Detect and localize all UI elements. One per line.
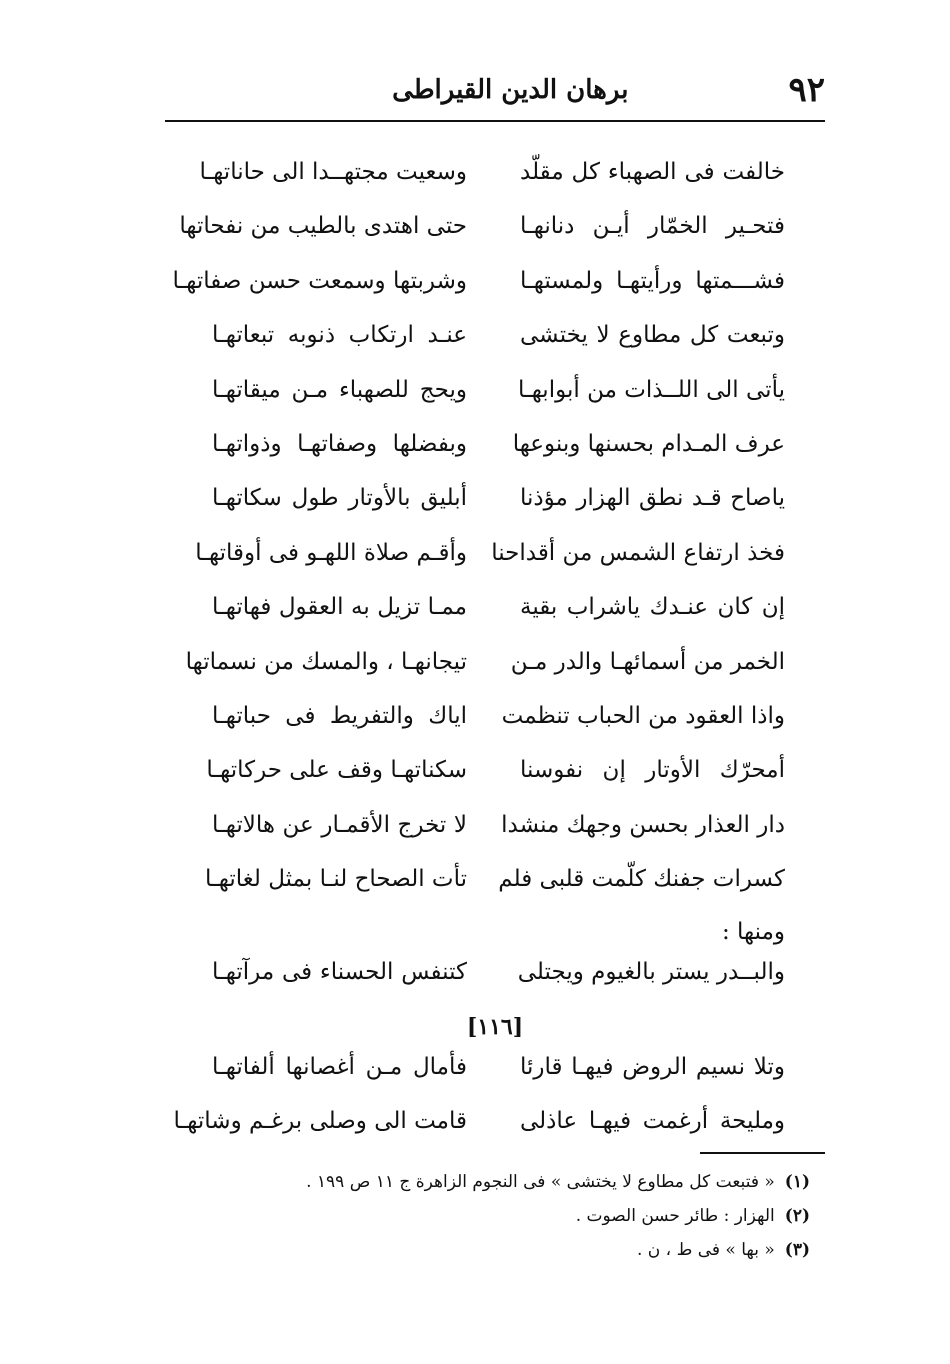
verse-row: [200, 308, 785, 362]
verse-second-hemistich: اياك والتفريط فى حباتهـا: [212, 702, 467, 729]
verse-second-hemistich: وبفضلها وصفاتهـا وذواتهـا: [212, 430, 467, 457]
intro-label: ومنها :: [721, 919, 785, 945]
verse-first-hemistich: والبــدر يستر بالغيوم ويجتلى: [517, 959, 785, 985]
verse-row: [200, 798, 785, 852]
verse-row: [172, 254, 785, 308]
footnote-mark: (٢): [784, 1206, 810, 1226]
verse-row: [200, 471, 785, 525]
footnotes: [270, 1165, 810, 1267]
footnote: [270, 1199, 810, 1233]
verse-second-hemistich: قامت الى وصلى برغـم وشاتهـا: [173, 1108, 467, 1135]
verse-second-hemistich: حتى اهتدى بالطيب من نفحاتها: [179, 213, 467, 240]
footnote-mark: (١): [784, 1172, 810, 1192]
verse-first-hemistich: وتبعت كل مطاوع لا يختشى: [520, 322, 785, 349]
footnote-rule: [700, 1152, 825, 1154]
verse-row: [185, 635, 785, 689]
verse-first-hemistich: فخذ ارتفاع الشمس من أقداحنا: [491, 539, 785, 566]
manuscript-page-ref: [١١٦]: [466, 1014, 524, 1040]
verse-first-hemistich: فتحـير الخمّار أيـن دنانهـا: [520, 213, 785, 240]
verse-first-hemistich: ومليحة أرغمت فيهـا عاذلى: [520, 1108, 785, 1135]
verse-second-hemistich: عنـد ارتكاب ذنوبه تبعاتهـا: [212, 322, 467, 349]
verse-first-hemistich: وتلا نسيم الروض فيهـا قارئا: [520, 1054, 785, 1080]
verse-first-hemistich: يأتى الى اللــذات من أبوابهـا: [517, 376, 785, 403]
verse-row: [200, 689, 785, 743]
verse-first-hemistich: أمحرّك الأوتار إن نفوسنا: [520, 757, 785, 784]
running-title: برهان الدين القيراطى: [392, 75, 629, 105]
verse-row: [179, 199, 785, 253]
verse-second-hemistich: ممـا تزيل به العقول فهاتهـا: [212, 594, 467, 621]
footnote: [270, 1233, 810, 1267]
verse-first-hemistich: واذا العقود من الحباب تنظمت: [501, 702, 785, 729]
poem-verses-final: [173, 1040, 785, 1149]
verse-second-hemistich: وأقـم صلاة اللهـو فى أوقاتهـا: [195, 539, 467, 566]
verse-second-hemistich: تأت الصحاح لنـا بمثل لغاتهـا: [205, 866, 467, 893]
verse-first-hemistich: كسرات جفنك كلّمت قلبى فلم: [498, 866, 785, 893]
footnote-text: الهزار : طائر حسن الصوت .: [575, 1206, 775, 1226]
page-header: [165, 62, 825, 118]
poem-verses-continued: [200, 945, 785, 999]
verse-row: [200, 580, 785, 634]
verse-first-hemistich: ياصاح قـد نطق الهزار مؤذنا: [520, 485, 785, 512]
page-number: ٩٢: [788, 70, 825, 110]
verse-row: [200, 145, 785, 199]
verse-second-hemistich: لا تخرج الأقمـار عن هالاتهـا: [212, 811, 467, 838]
verse-first-hemistich: دار العذار بحسن وجهك منشدا: [501, 811, 785, 838]
verse-row: [200, 945, 785, 999]
footnote-mark: (٣): [784, 1240, 810, 1260]
verse-first-hemistich: فشـــمتها ورأيتهـا ولمستهـا: [520, 267, 785, 294]
poem-verses: [172, 145, 785, 906]
verse-second-hemistich: تيجانهـا ، والمسك من نسماتها: [185, 648, 467, 675]
verse-row: [195, 526, 785, 580]
verse-first-hemistich: خالفت فى الصهباء كل مقلّد: [520, 159, 785, 185]
verse-row: [200, 743, 785, 797]
verse-first-hemistich: عرف المـدام بحسنها وبنوعها: [512, 430, 785, 457]
verse-second-hemistich: كتنفس الحسناء فى مرآتهـا: [212, 959, 467, 985]
verse-second-hemistich: وشربتها وسمعت حسن صفاتهـا: [172, 267, 467, 294]
verse-first-hemistich: إن كان عنـدك ياشراب بقية: [520, 594, 785, 621]
footnote-text: « بها » فى ط ، ن .: [636, 1240, 775, 1260]
footnote-text: « فتبعت كل مطاوع لا يختشى » فى النجوم الزاهرة ج ١١ ص ١٩٩ .: [306, 1172, 775, 1192]
verse-row: [200, 417, 785, 471]
verse-second-hemistich: أبليق بالأوتار طول سكاتهـا: [212, 485, 467, 512]
verse-row: [200, 363, 785, 417]
verse-row: [200, 852, 785, 906]
footnote: [270, 1165, 810, 1199]
verse-second-hemistich: ويحج للصهباء مـن ميقاتهـا: [212, 376, 467, 403]
verse-row: [173, 1094, 785, 1148]
header-rule: [165, 120, 825, 122]
verse-row: [200, 1040, 785, 1094]
verse-second-hemistich: سكناتهـا وقف على حركاتهـا: [206, 757, 467, 784]
verse-second-hemistich: وسعيت مجتهــدا الى حاناتهـا: [199, 159, 467, 185]
verse-first-hemistich: الخمر من أسمائهـا والدر مـن: [510, 648, 785, 675]
verse-second-hemistich: فأمال مـن أغصانها ألفاتهـا: [212, 1054, 467, 1080]
